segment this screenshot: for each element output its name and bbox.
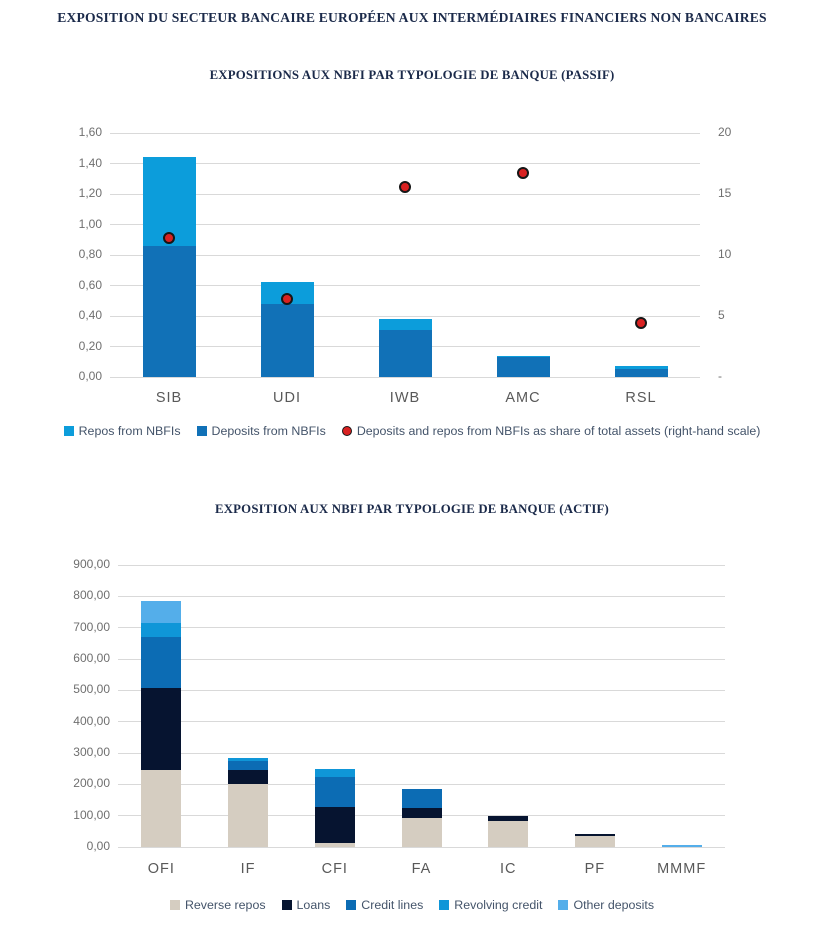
- x-axis-category-label: OFI: [147, 861, 175, 877]
- bar-segment-credit-lines: [141, 637, 181, 688]
- bar-segment-loans: [228, 770, 268, 784]
- gridline: [118, 659, 725, 660]
- legend-color-swatch: [170, 900, 180, 910]
- y-axis-tick-label: 1,40: [78, 155, 102, 170]
- x-axis-category-label: IF: [240, 861, 256, 877]
- x-axis-category-label: SIB: [155, 390, 183, 406]
- bar-segment-loans: [402, 808, 442, 819]
- bar-segment-deposits-from-nbfis: [615, 369, 668, 377]
- bar-segment-repos-from-nbfis: [497, 356, 550, 357]
- y-axis-tick-label: 700,00: [73, 619, 110, 634]
- legend-item: [197, 424, 326, 438]
- passif-chart-title: EXPOSITIONS AUX NBFI PAR TYPOLOGIE DE BANQUE (PASSIF): [209, 68, 615, 82]
- bar-segment-repos-from-nbfis: [615, 366, 668, 368]
- y-axis-tick-label: 0,00: [78, 369, 102, 383]
- bar-segment-loans: [575, 834, 615, 836]
- gridline: [110, 163, 700, 164]
- gridline: [118, 753, 725, 754]
- scatter-dot: [517, 167, 529, 179]
- actif-chart-legend: [0, 898, 824, 912]
- bar-segment-revolving-credit: [315, 769, 355, 778]
- legend-item: [342, 424, 761, 438]
- y-axis-tick-label: 1,00: [78, 216, 102, 231]
- legend-item-label: Deposits from NBFIs: [211, 424, 326, 438]
- legend-item-label: Deposits and repos from NBFIs as share of total assets (right-hand scale): [356, 424, 761, 438]
- bar-segment-credit-lines: [315, 777, 355, 807]
- gridline: [110, 255, 700, 256]
- bar-segment-repos-from-nbfis: [379, 319, 432, 330]
- bar-segment-credit-lines: [402, 789, 442, 808]
- gridline: [110, 194, 700, 195]
- bar-segment-reverse-repos: [315, 843, 355, 847]
- scatter-dot: [635, 317, 647, 329]
- x-axis-category-label: CFI: [321, 861, 348, 877]
- gridline: [110, 285, 700, 286]
- bar-segment-loans: [315, 807, 355, 843]
- y-axis-tick-label: 400,00: [73, 713, 110, 728]
- scatter-dot: [399, 181, 411, 193]
- main-title: EXPOSITION DU SECTEUR BANCAIRE EUROPÉEN AUX INTERMÉDIAIRES FINANCIERS NON BANCAIRES: [57, 10, 767, 25]
- gridline: [118, 721, 725, 722]
- gridline: [118, 627, 725, 628]
- bar-segment-loans: [141, 688, 181, 769]
- bar-segment-loans: [488, 816, 528, 821]
- secondary-y-axis-tick-label: 15: [718, 186, 732, 200]
- secondary-y-axis-tick-label: 20: [718, 125, 732, 139]
- bar-segment-reverse-repos: [402, 818, 442, 847]
- x-axis-category-label: PF: [584, 861, 606, 877]
- x-axis-category-label: RSL: [625, 390, 657, 406]
- y-axis-tick-label: 300,00: [73, 745, 110, 759]
- legend-color-swatch: [197, 426, 207, 436]
- legend-item-label: Loans: [296, 898, 331, 912]
- actif-chart: [0, 540, 824, 885]
- y-axis-tick-label: 900,00: [73, 557, 110, 571]
- gridline: [110, 224, 700, 225]
- passif-chart-legend: [0, 424, 824, 438]
- gridline: [118, 596, 725, 597]
- legend-dot-marker: [342, 426, 352, 436]
- scatter-dot: [281, 293, 293, 305]
- legend-item-label: Repos from NBFIs: [78, 424, 181, 438]
- secondary-y-axis-tick-label: -: [718, 369, 722, 383]
- y-axis-tick-label: 600,00: [73, 651, 110, 665]
- secondary-y-axis-tick-label: 10: [718, 247, 732, 261]
- bar-segment-reverse-repos: [488, 821, 528, 847]
- bar-segment-revolving-credit: [141, 623, 181, 637]
- y-axis-tick-label: 0,20: [78, 338, 102, 353]
- bar-segment-reverse-repos: [141, 770, 181, 847]
- legend-item-label: Revolving credit: [454, 898, 543, 912]
- y-axis-tick-label: 1,60: [78, 125, 102, 139]
- x-axis-category-label: UDI: [273, 390, 301, 406]
- legend-item-label: Other deposits: [573, 898, 655, 912]
- plot-area: [78, 125, 732, 406]
- x-axis-category-label: MMMF: [657, 861, 707, 877]
- bar-segment-reverse-repos: [228, 784, 268, 847]
- y-axis-tick-label: 800,00: [73, 588, 110, 603]
- bar-segment-revolving-credit: [228, 758, 268, 761]
- gridline: [118, 565, 725, 566]
- bar-segment-credit-lines: [228, 761, 268, 770]
- bar-segment-reverse-repos: [575, 836, 615, 847]
- legend-item-label: Reverse repos: [184, 898, 266, 912]
- x-axis-category-label: AMC: [505, 390, 541, 406]
- legend-item: [439, 898, 542, 912]
- y-axis-tick-label: 0,60: [78, 277, 102, 292]
- legend-item: [170, 898, 266, 912]
- legend-item: [282, 898, 331, 912]
- x-axis-category-label: IC: [499, 861, 517, 877]
- legend-color-swatch: [64, 426, 74, 436]
- y-axis-tick-label: 0,00: [86, 839, 110, 853]
- scatter-dot: [163, 232, 175, 244]
- secondary-y-axis-tick-label: 5: [718, 308, 725, 322]
- y-axis-tick-label: 0,40: [78, 308, 102, 322]
- y-axis-tick-label: 100,00: [73, 807, 110, 822]
- bar-segment-other-deposits: [141, 601, 181, 623]
- y-axis-tick-label: 500,00: [73, 682, 110, 697]
- y-axis-tick-label: 200,00: [73, 776, 110, 791]
- bar-segment-deposits-from-nbfis: [143, 246, 196, 377]
- gridline: [118, 690, 725, 691]
- x-axis-category-label: FA: [411, 861, 432, 877]
- legend-color-swatch: [282, 900, 292, 910]
- passif-chart: [0, 110, 824, 410]
- x-axis-category-label: IWB: [389, 390, 421, 406]
- gridline: [118, 784, 725, 785]
- legend-color-swatch: [346, 900, 356, 910]
- gridline: [110, 133, 700, 134]
- legend-item-label: Credit lines: [361, 898, 424, 912]
- y-axis-tick-label: 0,80: [78, 247, 102, 261]
- gridline: [110, 316, 700, 317]
- actif-chart-title: EXPOSITION AUX NBFI PAR TYPOLOGIE DE BANQUE (ACTIF): [214, 502, 610, 516]
- bar-segment-deposits-from-nbfis: [261, 304, 314, 377]
- plot-area: [73, 557, 725, 877]
- legend-color-swatch: [439, 900, 449, 910]
- legend-item: [346, 898, 423, 912]
- bar-segment-other-deposits: [662, 845, 702, 848]
- legend-item: [558, 898, 654, 912]
- bar-segment-deposits-from-nbfis: [497, 356, 550, 377]
- y-axis-tick-label: 1,20: [78, 186, 102, 200]
- bar-segment-deposits-from-nbfis: [379, 330, 432, 377]
- legend-item: [64, 424, 181, 438]
- legend-color-swatch: [558, 900, 568, 910]
